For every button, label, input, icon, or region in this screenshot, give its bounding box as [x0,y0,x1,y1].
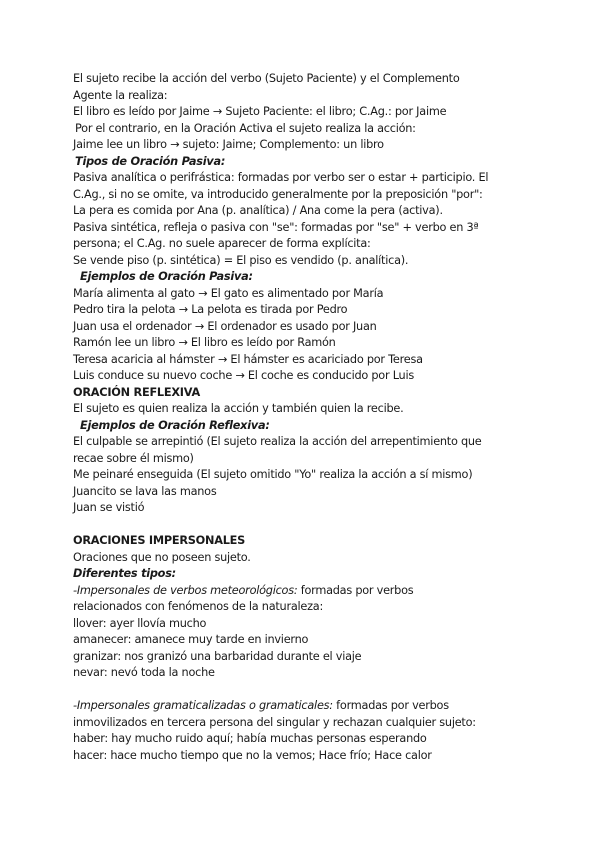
text-line: Pasiva analítica o perifrástica: formadas por verbo ser o estar + participio. El [73,171,489,184]
example-line: Juancito se lava las manos [73,484,217,498]
text-line: Por el contrario, en la Oración Activa el sujeto realiza la acción: [75,121,416,135]
text-line: C.Ag., si no se omite, va introducido generalmente por la preposición "por": [73,187,483,201]
example-line: nevar: nevó toda la noche [73,666,215,679]
text-line: El sujeto recibe la acción del verbo (Sujeto Paciente) y el Complemento [73,72,460,85]
text-line: El sujeto es quien realiza la acción y también quien la recibe. [73,402,404,415]
text-line: Se vende piso (p. sintética) = El piso es vendido (p. analítica). [73,253,409,267]
example-line: Teresa acaricia al hámster → El hámster es acariciado por Teresa [73,352,423,366]
blank-line [73,682,543,699]
text-line: inmovilizados en tercera persona del singular y rechazan cualquier sujeto: [73,715,476,729]
example-line: Juan se vistió [73,501,145,514]
text-line: Oraciones que no poseen sujeto. [73,550,251,564]
section-heading-tipos-pasiva: Tipos de Oración Pasiva: [75,154,226,168]
text-line: relacionados con fenómenos de la naturaleza: [73,600,324,613]
section-heading-ejemplos-reflexiva: Ejemplos de Oración Reflexiva: [80,418,270,432]
text-line: Jaime lee un libro → sujeto: Jaime; Complemento: un libro [73,138,384,151]
example-line: hacer: hace mucho tiempo que no la vemos; Hace frío; Hace calor [73,748,432,762]
example-line: amanecer: amanece muy tarde en invierno [73,633,309,646]
term-label: -Impersonales de verbos meteorológicos: [73,583,298,597]
text-line: El libro es leído por Jaime → Sujeto Paciente: el libro; C.Ag.: por Jaime [73,105,447,118]
section-heading-oracion-reflexiva: ORACIÓN REFLEXIVA [73,385,200,399]
text-line [73,583,543,600]
text-line: La pera es comida por Ana (p. analítica) / Ana come la pera (activa). [73,204,443,217]
text-line: Agente la realiza: [73,88,168,102]
term-description: formadas por verbos [297,583,414,597]
example-line: Me peinaré enseguida (El sujeto omitido "Yo" realiza la acción a sí mismo) [73,468,473,481]
text-line: persona; el C.Ag. no suele aparecer de forma explícita: [73,237,371,250]
section-heading-oraciones-impersonales: ORACIONES IMPERSONALES [73,534,246,547]
example-line: El culpable se arrepintió (El sujeto realiza la acción del arrepentimiento que [73,435,482,448]
text-line: Pasiva sintética, refleja o pasiva con "se": formadas por "se" + verbo en 3ª [73,220,479,234]
blank-line [73,517,543,534]
document-body [73,71,543,764]
section-heading-diferentes-tipos: Diferentes tipos: [73,567,176,580]
example-line: María alimenta al gato → El gato es alimentado por María [73,286,384,300]
section-heading-ejemplos-pasiva: Ejemplos de Oración Pasiva: [80,270,253,283]
example-line: granizar: nos granizó una barbaridad durante el viaje [73,649,362,663]
example-line: Juan usa el ordenador → El ordenador es usado por Juan [73,319,377,333]
example-line: Ramón lee un libro → El libro es leído por Ramón [73,336,336,349]
example-line: Luis conduce su nuevo coche → El coche es conducido por Luis [73,369,414,382]
example-line: recae sobre él mismo) [73,451,194,465]
text-line [73,698,543,715]
example-line: Pedro tira la pelota → La pelota es tirada por Pedro [73,303,348,316]
term-description: formadas por verbos [332,699,449,712]
term-label: -Impersonales gramaticalizadas o gramaticales: [73,699,333,712]
example-line: haber: hay mucho ruido aquí; había muchas personas esperando [73,732,427,745]
example-line: llover: ayer llovía mucho [73,616,207,630]
